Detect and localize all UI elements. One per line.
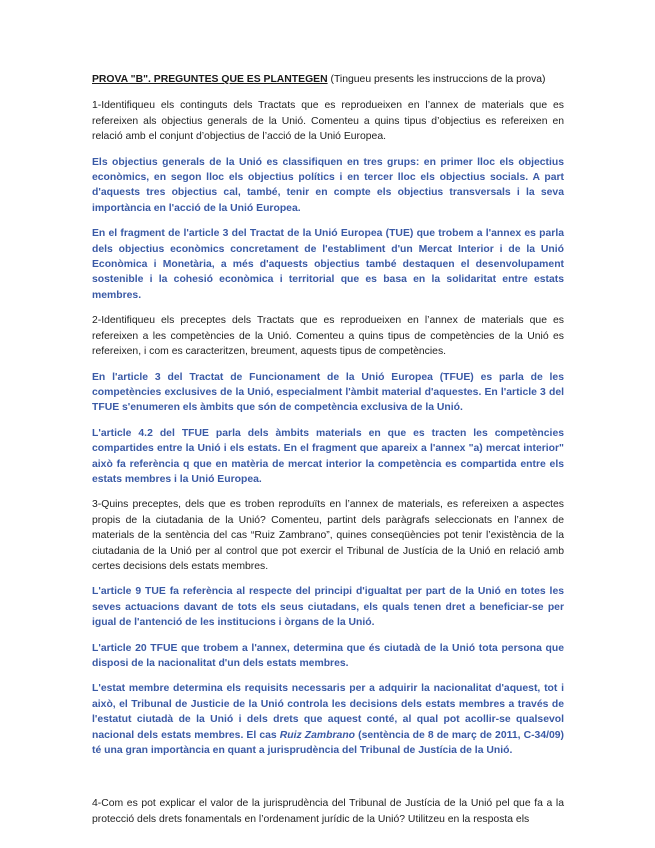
exam-title-note: (Tingueu presents les instruccions de la prova): [327, 74, 546, 85]
exam-title: [92, 72, 564, 87]
answer-2-paragraph-2: L'article 4.2 del TFUE parla dels àmbits materials en que es tracten les competències compartides entre la Unió i els estats. En el fragment que apareix a l'annex "a) mercat interior" això fa referència q que en matèria de mercat interior la competència es compartida entre els estats membres i la Unió Europea.: [92, 427, 564, 485]
answer-1-paragraph-1: Els objectius generals de la Unió es classifiquen en tres grups: en primer lloc els objectius econòmics, en segon lloc els objectius polítics i en tercer lloc els objectius socials. A part d'aquests tres objectius cal, també, tenir en compte els objectius transversals i la seva importància en l'acció de la Unió Europea.: [92, 156, 564, 214]
question-1: 1-Identifiqueu els continguts dels Tractats que es reprodueixen en l’annex de materials que es refereixen als objectius generals de la Unió. Comenteu a quins tipus d’objectius es refereixen en relació amb el conjunt d’objectius de l’acció de la Unió Europea.: [92, 100, 564, 143]
question-2: 2-Identifiqueu els preceptes dels Tractats que es reprodueixen en l’annex de materials que es refereixen a les competències de la Unió. Comenteu a quins tipus de competències de la Unió es refereixen, i com es caracteritzen, breument, aquests tipus de competències.: [92, 315, 564, 358]
answer-2-paragraph-1: En l'article 3 del Tractat de Funcionament de la Unió Europea (TFUE) es parla de les competències exclusives de la Unió, especialment l'àmbit material d'aquestes. En l'article 3 del TFUE s'enumeren els àmbits que són de competència exclusiva de la Unió.: [92, 371, 564, 414]
question-4: 4-Com es pot explicar el valor de la jurisprudència del Tribunal de Justícia de la Unió pel que fa a la protecció dels drets fonamentals en l’ordenament jurídic de la Unió? Utilitzeu en la resposta els: [92, 798, 564, 825]
answer-3-paragraph-3: [92, 681, 564, 758]
exam-title-heading: PROVA "B". PREGUNTES QUE ES PLANTEGEN: [92, 74, 328, 85]
case-name: Ruiz Zambrano: [279, 729, 356, 741]
document-body: [92, 72, 564, 837]
answer-3-text-end: (sentència de 8 de març de 2011, C-34/09) té una gran importància en quant a jurisprudència del Tribunal de Justícia de la Unió.: [92, 729, 564, 757]
question-3: 3-Quins preceptes, dels que es troben reproduïts en l’annex de materials, es refereixen a aspectes propis de la ciutadania de la Unió? Comenteu, partint dels paràgrafs seleccionats en l’annex de materials de la sentència del cas “Ruiz Zambrano”, quines conseqüències pot tenir l’existència de la ciutadania de la Unió per al control que pot exercir el Tribunal de Justícia de la Unió en relació amb certes decisions dels estats membres.: [92, 499, 564, 572]
answer-1-paragraph-2: En el fragment de l'article 3 del Tractat de la Unió Europea (TUE) que trobem a l'annex es parla dels objectius econòmics concretament de l'establiment d'un Mercat Interior i de la Unió Econòmica i Monetària, a més d'aquests objectius també destaquen el desenvolupament sostenible i la cohesió econòmica i territorial que es basa en la solidaritat entre estats membres.: [92, 228, 564, 301]
answer-3-paragraph-1: L'article 9 TUE fa referència al respecte del principi d'igualtat per part de la Unió en totes les seves actuacions davant de tots els seus ciutadans, els quals tenen dret a beneficiar-se per igual de l'antenció de les institucions i òrgans de la Unió.: [92, 586, 564, 629]
answer-3-paragraph-2: L'article 20 TFUE que trobem a l'annex, determina que és ciutadà de la Unió tota persona que disposi de la nacionalitat d'un dels estats membres.: [92, 642, 564, 669]
answer-3-text-start: L'estat membre determina els requisits necessaris per a adquirir la nacionalitat d'aquest, tot i això, el Tribunal de Justicie de la Unió controla les decisions dels estats membres a través de l'estatut ciutadà de la Unió i dels drets que aquest conté, al qual pot acollir-se qualsevol nacional dels estats membres. El cas: [92, 683, 564, 741]
